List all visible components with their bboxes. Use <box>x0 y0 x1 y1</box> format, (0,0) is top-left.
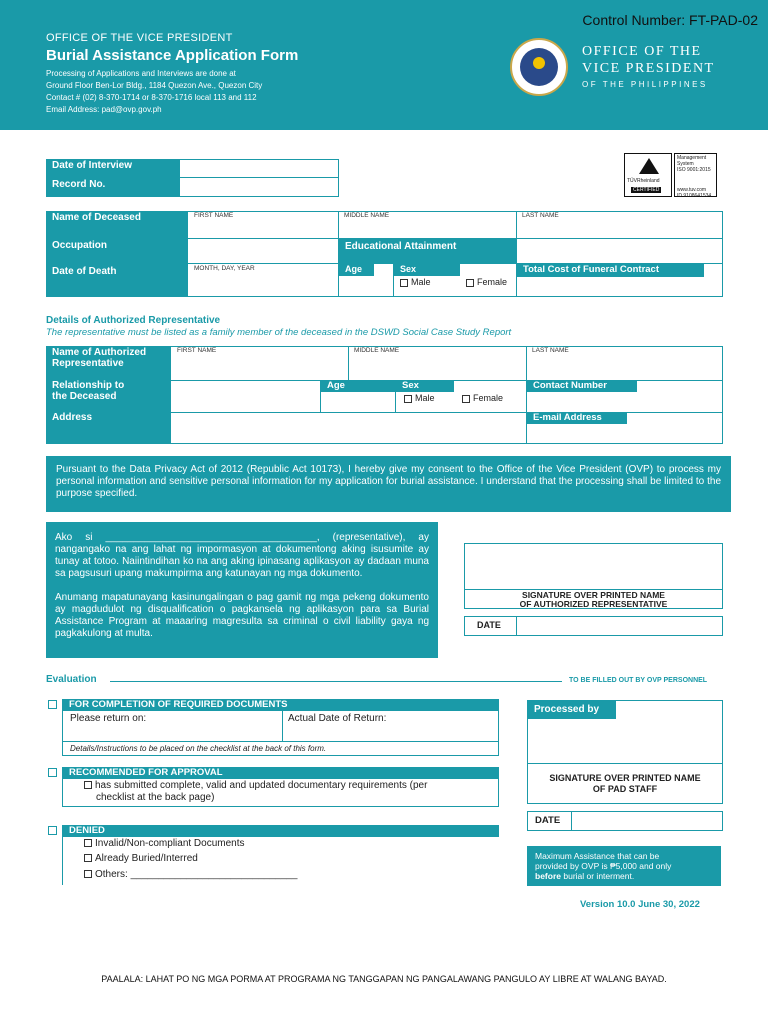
deceased-label-bg <box>46 211 188 297</box>
details-note: Details/Instructions to be placed on the checklist at the back of this form. <box>70 744 327 753</box>
checkbox-icon[interactable] <box>466 279 474 287</box>
denied-title: DENIED <box>62 825 499 837</box>
name-of-deceased-label: Name of Deceased <box>52 212 141 223</box>
return-on-label: Please return on: <box>70 713 147 724</box>
date-of-death-field[interactable] <box>190 273 336 295</box>
max-assistance-text-3-rest: burial or interment. <box>563 871 635 881</box>
date-of-death-label: Date of Death <box>52 266 117 277</box>
pad-date-field[interactable] <box>573 812 722 830</box>
educational-attainment-field[interactable] <box>518 241 721 261</box>
deceased-female-option[interactable] <box>466 277 507 287</box>
tuv-badge-label: TÜVRheinland <box>627 178 660 184</box>
max-assistance-text-2: provided by OVP is ₱5,000 and only <box>535 861 672 871</box>
occupation-field[interactable] <box>190 241 336 261</box>
rep-middle-name-field[interactable] <box>350 356 524 378</box>
representative-section-title: Details of Authorized Representative <box>46 315 221 326</box>
divider <box>526 346 527 444</box>
checkbox-icon[interactable] <box>400 279 408 287</box>
record-no-label: Record No. <box>52 179 106 190</box>
office-name: OFFICE OF THE VICE PRESIDENT <box>46 32 233 44</box>
deceased-sex-label: Sex <box>394 264 460 276</box>
form-title: Burial Assistance Application Form <box>46 47 299 64</box>
rep-first-name-label: FIRST NAME <box>177 347 217 354</box>
logo-line-3: OF THE PHILIPPINES <box>582 80 708 89</box>
cert-line-5: ID 9108641534 <box>677 193 712 199</box>
rep-last-name-field[interactable] <box>528 356 721 378</box>
representative-section-note: The representative must be listed as a family member of the deceased in the DSWD Social Case Study Report <box>46 327 512 338</box>
deceased-middle-name-label: MIDDLE NAME <box>344 212 390 219</box>
rep-male-option[interactable] <box>404 393 435 403</box>
deceased-age-field[interactable] <box>341 277 391 295</box>
divider <box>110 681 562 682</box>
checkbox-icon[interactable] <box>462 395 470 403</box>
denied-option-1-label: Invalid/Non-compliant Documents <box>95 838 245 849</box>
max-assistance-box <box>527 846 721 886</box>
max-assistance-text-1: Maximum Assistance that can be <box>535 851 660 861</box>
paalala-footer: PAALALA: LAHAT PO NG MGA PORMA AT PROGRAMA NG TANGGAPAN NG PANGALAWANG PANGULO AY LIBRE AT WALANG BAYAD. <box>101 974 667 984</box>
relationship-label-1: Relationship to <box>52 380 125 391</box>
tuv-badge-icon <box>624 153 672 197</box>
rep-signature-label-1: SIGNATURE OVER PRINTED NAME <box>522 590 665 600</box>
rep-name-label-1: Name of Authorized <box>52 347 147 358</box>
occupation-label: Occupation <box>52 240 108 251</box>
contact-number-field[interactable] <box>528 394 721 410</box>
contact-number-label: Contact Number <box>527 380 637 392</box>
actual-return-label: Actual Date of Return: <box>288 713 387 724</box>
rep-middle-name-label: MIDDLE NAME <box>354 347 400 354</box>
email-address-label: E-mail Address <box>527 412 627 424</box>
female-label: Female <box>477 277 508 287</box>
relationship-label-2: the Deceased <box>52 391 117 402</box>
pad-date-label: DATE <box>527 811 572 831</box>
affidavit-paragraph-1: Ako si ______________________________________, (representative), ay nangangako na ang lahat ng impormasyon at dokumentong aking isusumite ay tunay at totoo. Naiintindihan ko na ang aking ipinasang aplikasyon ay dadaan muna sa pagsusuri upang makumpirma ang katunayan ng mga dokumento. <box>55 532 429 579</box>
evaluation-title: Evaluation <box>46 674 97 685</box>
address-label: Address <box>52 412 93 423</box>
cert-line-1: Management <box>677 155 707 161</box>
privacy-consent-text: Pursuant to the Data Privacy Act of 2012 (Republic Act 10173), I hereby give my consent to the Office of the Vice President (OVP) to process my personal information and sensitive personal information for my application for burial assistance. I understand that the processing shall be limited to the purpose specified. <box>56 464 721 499</box>
pad-signature-label <box>527 764 723 804</box>
rep-first-name-field[interactable] <box>173 356 346 378</box>
checkbox-icon[interactable] <box>404 395 412 403</box>
completion-title: FOR COMPLETION OF REQUIRED DOCUMENTS <box>62 699 499 711</box>
logo-line-1: OFFICE OF THE <box>582 44 702 59</box>
funeral-cost-label: Total Cost of Funeral Contract <box>517 264 704 277</box>
deceased-male-option[interactable] <box>400 277 431 287</box>
max-assistance-bold: before <box>535 871 561 881</box>
address-field[interactable] <box>173 414 524 442</box>
relationship-field[interactable] <box>173 382 318 410</box>
header-line-4: Email Address: pad@ovp.gov.ph <box>46 105 162 114</box>
recommended-checkbox-icon[interactable] <box>48 768 57 777</box>
recommended-text-1: has submitted complete, valid and updated documentary requirements (per <box>95 780 428 791</box>
rep-sex-label: Sex <box>396 380 454 392</box>
logo-line-2: VICE PRESIDENT <box>582 61 715 76</box>
cert-line-3: ISO 9001:2015 <box>677 167 711 173</box>
relationship-label <box>52 380 124 402</box>
header-line-1: Processing of Applications and Interviews are done at <box>46 69 236 78</box>
cert-line-2: System <box>677 161 694 167</box>
deceased-last-name-label: LAST NAME <box>522 212 559 219</box>
deceased-first-name-label: FIRST NAME <box>194 212 234 219</box>
recommended-text <box>84 780 427 804</box>
denied-option-3-label: Others: ______________________________ <box>95 869 298 880</box>
personnel-note: TO BE FILLED OUT BY OVP PERSONNEL <box>569 677 708 684</box>
deceased-middle-name-field[interactable] <box>340 220 514 238</box>
max-assistance-text-3 <box>535 871 713 881</box>
header-line-2: Ground Floor Ben-Lor Bldg., 1184 Quezon Ave., Quezon City <box>46 81 263 90</box>
privacy-consent-box <box>46 456 731 512</box>
processed-by-label: Processed by <box>527 700 616 719</box>
rep-age-field[interactable] <box>323 394 393 410</box>
divider <box>171 412 723 413</box>
version-label: Version 10.0 June 30, 2022 <box>580 899 700 910</box>
cert-details <box>674 153 717 197</box>
affidavit-box <box>46 522 438 658</box>
completion-checkbox-icon[interactable] <box>48 700 57 709</box>
divider <box>516 211 517 297</box>
ovp-seal-icon <box>510 38 568 96</box>
divider <box>62 741 499 742</box>
rep-name-label <box>52 347 146 369</box>
affidavit-paragraph-2: Anumang mapatunayang kasinungalingan o pag gamit ng mga pekeng dokumento ay magdudulot ng disqualification o pagkansela ng aplikasyon para sa Burial Assistance Program at maaaring magresulta sa criminal o civil liability gaya ng pagkakulong at multa. <box>55 592 429 639</box>
date-of-interview-label: Date of Interview <box>52 160 133 171</box>
record-no-field[interactable] <box>180 178 339 197</box>
return-on-field[interactable] <box>64 725 280 740</box>
recommended-text-2: checklist at the back page) <box>96 792 215 803</box>
rep-name-label-2: Representative <box>52 358 124 369</box>
deceased-age-label: Age <box>339 264 374 276</box>
date-of-interview-field[interactable] <box>180 159 339 178</box>
denied-option-3[interactable] <box>84 869 297 880</box>
rep-age-label: Age <box>321 380 395 392</box>
denied-checkbox-icon[interactable] <box>48 826 57 835</box>
checkbox-icon[interactable] <box>84 839 92 847</box>
divider <box>348 346 349 380</box>
recommended-title: RECOMMENDED FOR APPROVAL <box>62 767 499 779</box>
rep-signature-label-2: OF AUTHORIZED REPRESENTATIVE <box>519 599 668 609</box>
checkbox-icon[interactable] <box>84 870 92 878</box>
pad-signature-label-1: SIGNATURE OVER PRINTED NAME <box>549 773 701 783</box>
checkbox-icon[interactable] <box>84 781 92 789</box>
pad-signature-label-2: OF PAD STAFF <box>592 784 658 794</box>
death-date-hint: MONTH, DAY, YEAR <box>194 265 255 272</box>
divider <box>282 711 283 741</box>
certified-label: CERTIFIED <box>633 187 660 193</box>
denied-option-2[interactable] <box>84 853 198 864</box>
checkbox-icon[interactable] <box>84 854 92 862</box>
rep-female-option[interactable] <box>462 393 503 403</box>
deceased-first-name-field[interactable] <box>190 220 336 238</box>
rep-date-label: DATE <box>464 616 517 636</box>
deceased-last-name-field[interactable] <box>518 220 721 238</box>
rep-signature-label <box>464 589 723 609</box>
male-label: Male <box>411 277 431 287</box>
actual-return-field[interactable] <box>284 725 497 740</box>
rep-last-name-label: LAST NAME <box>532 347 569 354</box>
denied-option-1[interactable] <box>84 838 245 849</box>
control-number: Control Number: FT-PAD-02 <box>582 12 758 28</box>
funeral-cost-field[interactable] <box>518 278 721 296</box>
male-label: Male <box>415 393 435 403</box>
denied-option-2-label: Already Buried/Interred <box>95 853 198 864</box>
female-label: Female <box>473 393 504 403</box>
email-address-field[interactable] <box>528 426 721 442</box>
header-line-3: Contact # (02) 8-370-1714 or 8-370-1716 local 113 and 112 <box>46 93 257 102</box>
educational-attainment-label: Educational Attainment <box>339 239 516 263</box>
rep-date-field[interactable] <box>518 617 722 635</box>
cert-line-4: www.tuv.com <box>677 187 707 193</box>
